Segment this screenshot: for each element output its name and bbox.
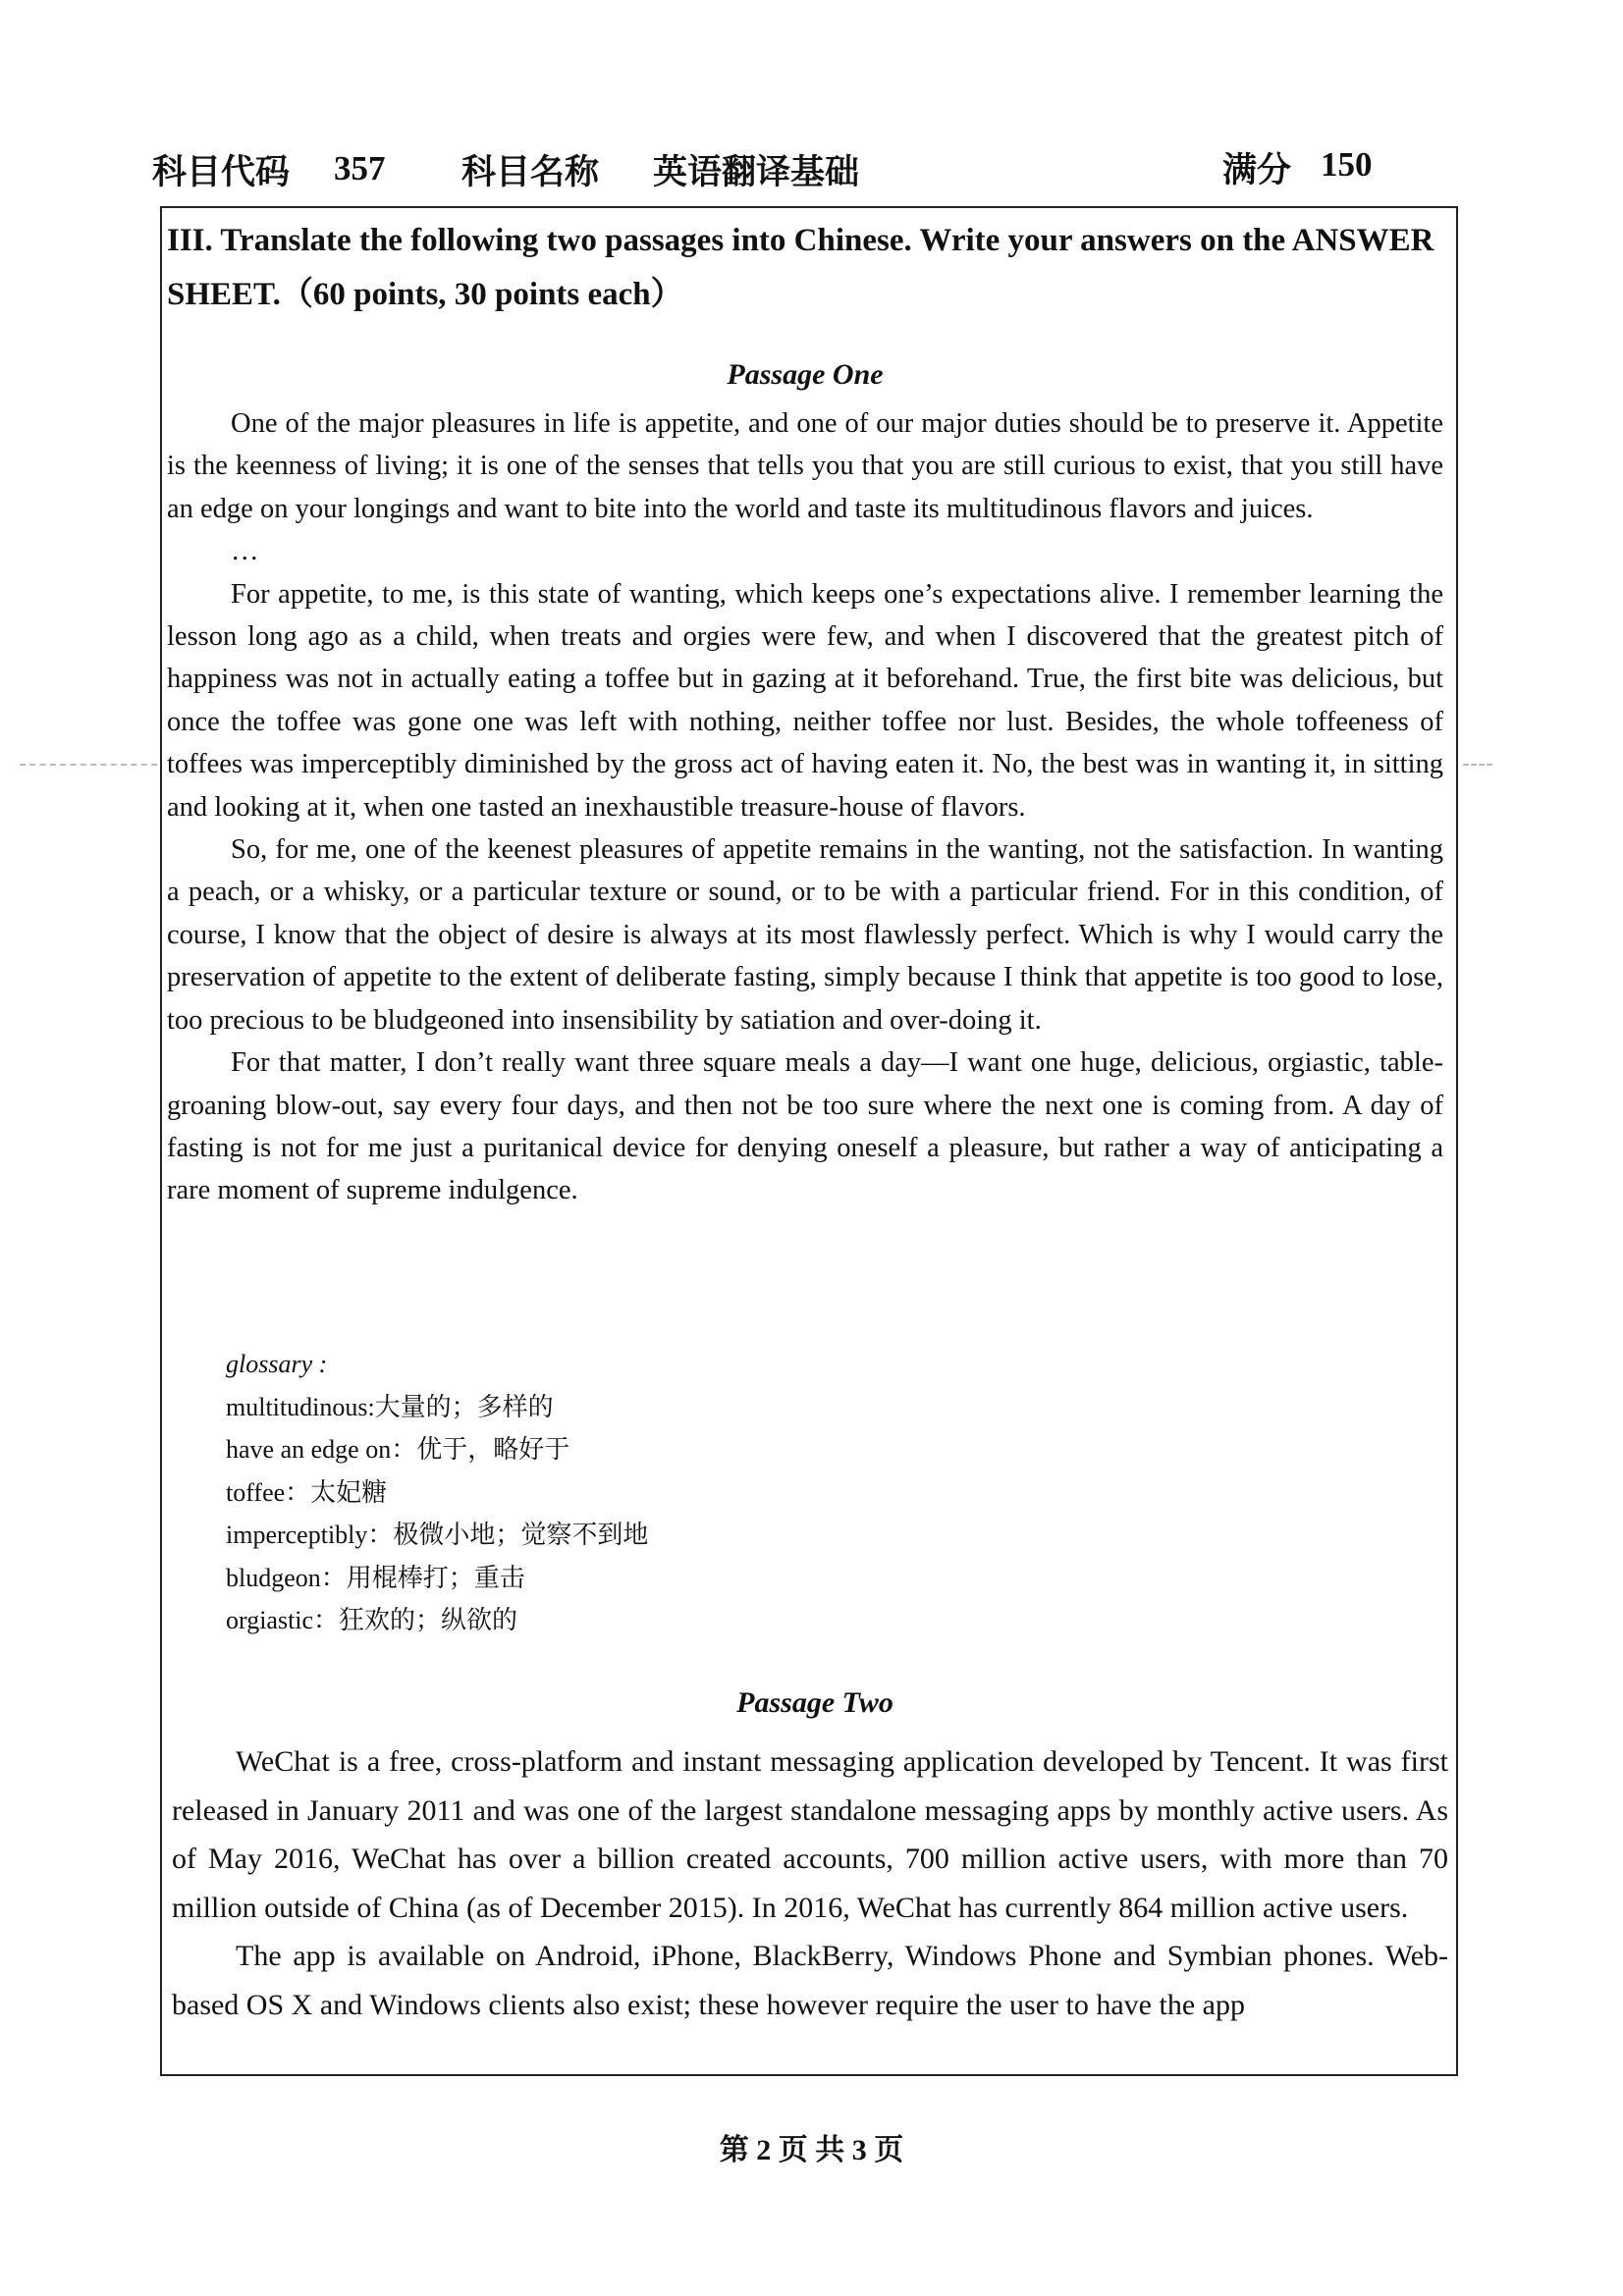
glossary-item: have an edge on：优于，略好于 [226,1435,570,1464]
subject-name-label: 科目名称 [461,153,600,191]
passage-one-paragraph: For appetite, to me, is this state of wanting, which keeps one’s expectations alive. I remember learning the lesson long ago as a child, when treats and orgies were few, and when I discovered that the greatest pitch of happiness was not in actually eating a toffee but in gazing at it beforehand. True, the first bite was delicious, but once the toffee was gone one was left with nothing, neither toffee nor lust. Besides, the whole toffeeness of toffees was imperceptibly diminished by the gross act of having eaten it. No, the best was in wanting it, in sitting and looking at it, when one tasted an inexhaustible treasure-house of flavors. [167,578,1443,823]
glossary-item: toffee：太妃糖 [226,1477,388,1507]
glossary-item: imperceptibly：极微小地；觉察不到地 [226,1521,649,1549]
passage-two-paragraph: WeChat is a free, cross-platform and instant messaging application developed by Tencent. It was first released in January 2011 and was one of the largest standalone messaging apps by monthly active users. As of May 2016, WeChat has over a billion created accounts, 700 million active users, with more than 70 million outside of China (as of December 2015). In 2016, WeChat has currently 864 million active users. [172,1745,1448,1924]
subject-code-value: 357 [334,149,386,187]
passage-two-body [172,1737,1448,2029]
full-score-value: 150 [1321,145,1373,184]
passage-two-paragraph: The app is available on Android, iPhone, BlackBerry, Windows Phone and Symbian phones. Web-based OS X and Windows clients also exist; these however require the user to have the app [172,1940,1448,2021]
full-score-label: 满分 [1222,151,1292,189]
scan-mark-right [1463,764,1492,766]
passage-two-title: Passage Two [736,1686,893,1719]
passage-one-title: Passage One [727,358,884,391]
passage-one-body [167,402,1443,1212]
passage-one-paragraph: One of the major pleasures in life is appetite, and one of our major duties should be to preserve it. Appetite is the keenness of living; it is one of the senses that tells you that you are still curious to exist, that you still have an edge on your longings and want to bite into the world and taste its multitudinous flavors and juices. [167,408,1443,524]
page-number: 第 2 页 共 3 页 [719,2134,904,2166]
section-title: III. Translate the following two passages into Chinese. Write your answers on the ANSWER SHEET.（60 points, 30 points each） [167,223,1434,312]
glossary-heading: glossary : [226,1350,328,1378]
passage-one-paragraph: So, for me, one of the keenest pleasures of appetite remains in the wanting, not the satisfaction. In wanting a peach, or a whisky, or a particular texture or sound, or to be with a particular friend. For in this condition, of course, I know that the object of desire is always at its most flawlessly perfect. Which is why I would carry the preservation of appetite to the extent of deliberate fasting, simply because I think that appetite is too good to lose, too precious to be bludgeoned into insensibility by satiation and over-doing it. [167,834,1443,1036]
glossary-item: multitudinous:大量的；多样的 [226,1392,554,1421]
subject-code-label: 科目代码 [152,153,291,191]
passage-one-ellipsis: … [231,536,259,567]
glossary-item: orgiastic：狂欢的；纵欲的 [226,1606,518,1634]
passage-one-paragraph: For that matter, I don’t really want three square meals a day—I want one huge, delicious, orgiastic, table-groaning blow-out, say every four days, and then not be too sure where the next one is coming from. A day of fasting is not for me just a puritanical device for denying oneself a pleasure, but rather a way of anticipating a rare moment of supreme indulgence. [167,1047,1443,1206]
scan-mark-left [20,764,157,766]
glossary-item: bludgeon：用棍棒打；重击 [226,1563,525,1592]
subject-name-value: 英语翻译基础 [653,153,860,191]
exam-header [152,145,1380,204]
glossary [226,1343,1011,1642]
